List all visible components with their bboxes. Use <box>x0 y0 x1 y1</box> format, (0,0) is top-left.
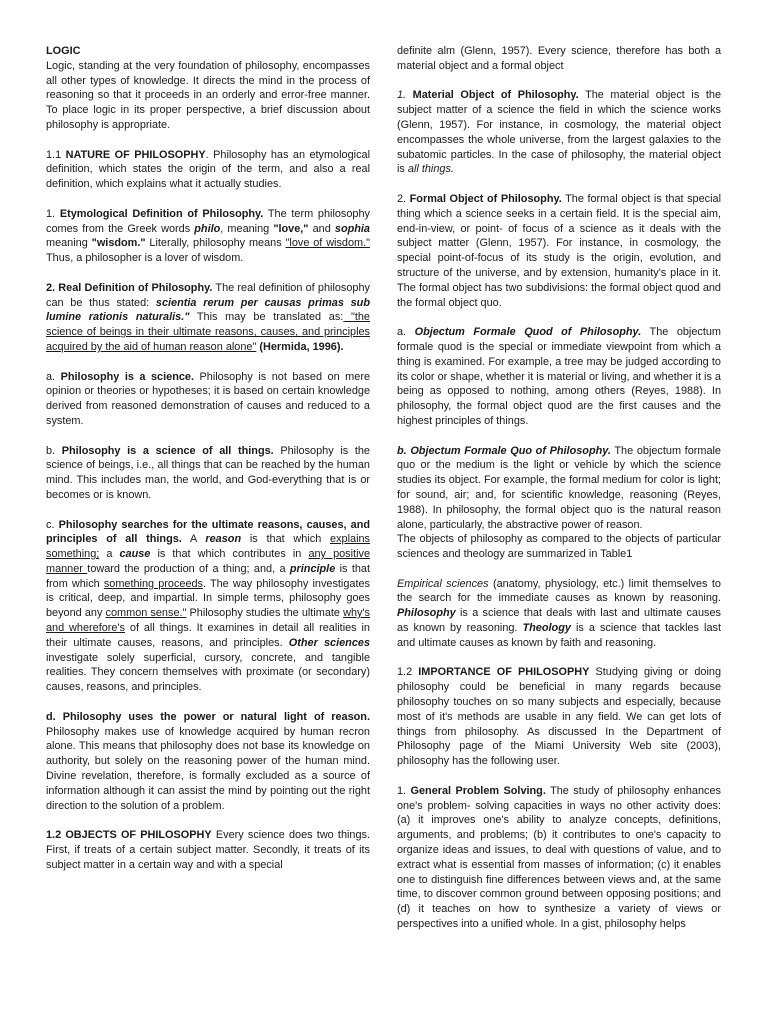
paragraph-real-definition: 2. Real Definition of Philosophy. The real definition of philosophy can be thus stated: scientia rerum per causas primas sub lumine rationis naturalis." This may be translated as: "the science of beings in their ultimate reasons, causes, and principles acquired by the aid of human reason alone" (Hermida, 1996). <box>46 281 370 353</box>
left-column <box>46 44 370 887</box>
paragraph-etymological-definition: 1. Etymological Definition of Philosophy. The term philosophy comes from the Greek words philo, meaning "love," and sophia meaning "wisdom." Literally, philosophy means "love of wisdom." Thus, a philosopher is a lover of wisdom. <box>46 207 370 265</box>
paragraph-material-object: 1. Material Object of Philosophy. The material object is the subject matter of a science the field in which the science works (Glenn, 1957). For instance, in cosmology, the material object encompasses the whole universe, from the largest galaxies to the subatomic particles. In the case of philosophy, the material object is all things. <box>397 89 721 176</box>
paragraph-general-problem-solving: 1. General Problem Solving. The study of philosophy enhances one's problem- solving capacities in ways no other activity does: (a) it improves one's ability to analyze concepts, definitions, arguments, and problems; (b) it contributes to one's capacity to organize ideas and issues, to deal with questions of value, and to extract what is essential from masses of information; (c) it enables one to distinguish fine differences between views and, at the same time, to discover common ground between opposing positions; and (d) it teaches on how to synthesize a variety of views or perspectives into a unified whole. In a gist, philosophy helps <box>397 784 721 931</box>
heading-logic: LOGIC <box>46 45 81 57</box>
paragraph-nature-of-philosophy: 1.1 NATURE OF PHILOSOPHY. Philosophy has an etymological definition, which states the origin of the term, and also a real definition, which explains what it actually studies. <box>46 148 370 191</box>
paragraph-natural-light-of-reason: d. Philosophy uses the power or natural light of reason. Philosophy makes use of knowledge acquired by human recron alone. This means that philosophy does not base its knowledge on authority, but solely on the reasoning power of the human mind. Divine revelation, therefore, is formally excluded as a source of information although it can assist the mind by pointing out the right direction to the solution of a problem. <box>46 710 370 812</box>
paragraph-philosophy-is-a-science: a. Philosophy is a science. Philosophy is not based on mere opinion or theories or hypotheses; it is based on certain knowledge derived from reasoned demonstration of causes and reduced to a system. <box>46 370 370 427</box>
paragraph-importance-of-philosophy: 1.2 IMPORTANCE OF PHILOSOPHY Studying giving or doing philosophy could be beneficial in many regards because philosophy touches on so many subjects and especially, because most of it's methods are usable in any field. We can get lots of things from philosophy. As discussed In the Department of Philosophy page of the Miami University Web site (2003), philosophy has the following user. <box>397 666 721 768</box>
paragraph-ultimate-reasons: c. Philosophy searches for the ultimate reasons, causes, and principles of all things. A reason is that which explains something; a cause is that which contributes in any positive manner toward the production of a thing; and, a principle is that from which something proceeds. The way philosophy investigates is critical, deep, and impartial. In simple terms, philosophy goes beyond any common sense." Philosophy studies the ultimate why's and wherefore's of all things. It examines in detail all realities in their ultimate causes, reasons, and principles. Other sciences investigate solely superficial, cursory, concrete, and tangible realities. They concern themselves with proximate (or secondary) causes, reasons, and principles. <box>46 518 371 694</box>
paragraph-objects-of-philosophy: 1.2 OBJECTS OF PHILOSOPHY Every science does two things. First, if treats of a certain subject matter. Secondly, it treats of its subject matter in a certain way and with a special <box>46 829 371 871</box>
paragraph-empirical-sciences: Empirical sciences (anatomy, physiology, etc.) limit themselves to the search for the immediate causes as known by reasoning. Philosophy is a science that deals with last and ultimate causes as known by reasoning. Theology is a science that tackles last and ultimate causes as known by faith and reasoning. <box>397 577 721 649</box>
paragraph-intro: Logic, standing at the very foundation of philosophy, encompasses all other types of knowledge. It directs the mind in the process of reasoning so that it proceeds in an orderly and error-free manner. To place logic in its proper perspective, a brief discussion about philosophy is appropriate. <box>46 59 370 131</box>
right-column <box>397 44 721 947</box>
paragraph-continued: definite alm (Glenn, 1957). Every science, therefore has both a material object and a formal object <box>397 45 721 72</box>
paragraph-science-of-all-things: b. Philosophy is a science of all things. Philosophy is the science of beings, i.e., all things that can be reached by the human mind. This includes man, the world, and God-everything that is or becomes or is known. <box>46 444 370 501</box>
paragraph-objects-compared: The objects of philosophy as compared to the objects of particular sciences and theology are summarized in Table1 <box>397 533 721 561</box>
paragraph-objectum-formale-quo: b. Objectum Formale Quo of Philosophy. The objectum formale quo or the medium is the light or vehicle by which the science studies its object. For example, the formal medium for color is light; for sound, air; and, for scientific knowledge, reasoning (Reyes, 1988). In philosophy, the formal object quo is the natural reason alone, particularly, the abstractive power of reason. <box>397 444 721 531</box>
paragraph-formal-object: 2. Formal Object of Philosophy. The formal object is that special thing which a science seeks in a certain field. It is the special aim, end-in-view, or point- of focus of a science as it deals with the subject matter (Glenn, 1957). For instance, in cosmology, the special point-of-focus of its study is the origin, evolution, and structure of the universe, and by extension, humanity's place in it. The formal object has two subdivisions: the formal object quod and the formal object quo. <box>397 192 722 309</box>
paragraph-objectum-formale-quod: a. Objectum Formale Quod of Philosophy. The objectum formale quod is the special or immediate viewpoint from which a thing is examined. For example, a tree may be judged according to its color or shape, whether it is material or living, and whether it is a being as opposed to nothing, among others (Reyes, 1988). In philosophy, the formal object quod are the first causes and the highest principles of things. <box>397 326 722 427</box>
